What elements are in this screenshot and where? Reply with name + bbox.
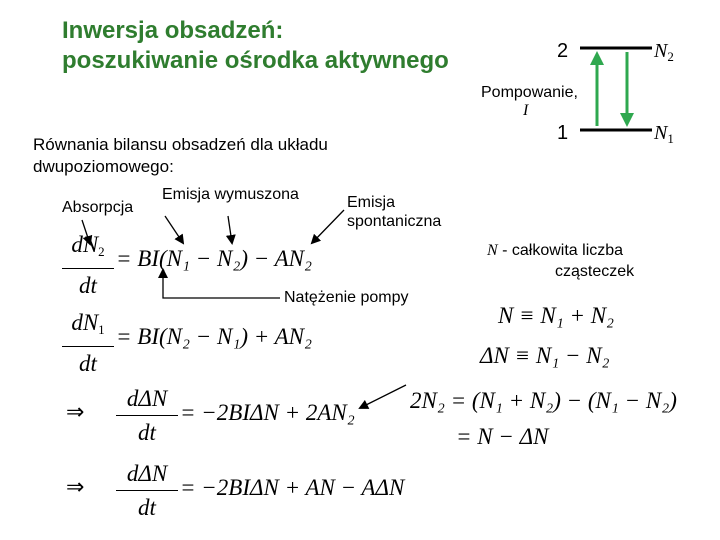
eq2-numerator-sub: 1 — [98, 322, 105, 337]
eq4-rhs: = −2BIΔN + AN − AΔN — [180, 475, 405, 500]
eq4-implies-symbol: ⇒ — [66, 475, 85, 500]
title-line-1: Inwersja obsadzeń: — [62, 17, 284, 44]
heading-line-2: dwupoziomowego: — [33, 157, 174, 176]
stimulated-callout-arrow-1 — [165, 216, 183, 243]
pump-intensity-label: Natężenie pompy — [284, 289, 409, 306]
identity-callout-arrow — [360, 385, 406, 408]
definition-population-difference: ΔN ≡ N₁ − N₂ — [480, 343, 610, 368]
pumping-symbol: I — [523, 102, 529, 119]
identity-line-2: = N − ΔN — [456, 424, 549, 449]
eq2-denominator: dt — [79, 351, 97, 376]
heading-line-1: Równania bilansu obsadzeń dla układu — [33, 135, 328, 154]
eq1-numerator-sub: 2 — [98, 244, 105, 259]
identity-line-1: 2N₂ = (N₁ + N₂) − (N₁ − N₂) — [410, 388, 677, 413]
stimulated-callout-arrow-2 — [228, 216, 232, 243]
pump-intensity-callout-arrow — [163, 270, 280, 298]
upper-population-label: $N_2$ — [654, 40, 674, 64]
upper-level-number: 2 — [557, 40, 569, 62]
stimulated-emission-label: Emisja wymuszona — [162, 186, 299, 203]
eq3-numerator: dΔN — [126, 386, 168, 411]
eq4-numerator: dΔN — [126, 461, 168, 486]
spontaneous-line-1: Emisja — [347, 194, 396, 211]
definition-total-population: N ≡ N₁ + N₂ — [498, 303, 615, 328]
total-note-symbol: N — [487, 242, 498, 259]
spontaneous-line-2: spontaniczna — [347, 213, 442, 230]
lower-level-number: 1 — [557, 122, 569, 144]
absorption-label: Absorpcja — [62, 199, 134, 216]
eq1-numerator: dN — [71, 232, 99, 257]
lower-population-label: $N_1$ — [654, 122, 674, 146]
absorption-callout-arrow — [82, 220, 90, 244]
eq2-numerator: dN — [71, 310, 99, 335]
eq3-implies-symbol: ⇒ — [66, 400, 85, 425]
eq4-denominator: dt — [138, 495, 156, 520]
eq1-rhs: = BI(N₁ − N₂) − AN₂ — [116, 246, 312, 271]
eq1-denominator: dt — [79, 273, 97, 298]
eq2-rhs: = BI(N₂ − N₁) + AN₂ — [116, 324, 312, 349]
eq3-rhs: = −2BIΔN + 2AN₂ — [180, 400, 355, 425]
total-note-line-2: cząsteczek — [555, 263, 635, 280]
title-line-2: poszukiwanie ośrodka aktywnego — [62, 47, 449, 74]
eq3-denominator: dt — [138, 420, 156, 445]
spontaneous-callout-arrow — [312, 210, 344, 243]
total-note-line-1: - całkowita liczba — [497, 242, 624, 259]
pumping-label: Pompowanie, — [481, 84, 578, 101]
